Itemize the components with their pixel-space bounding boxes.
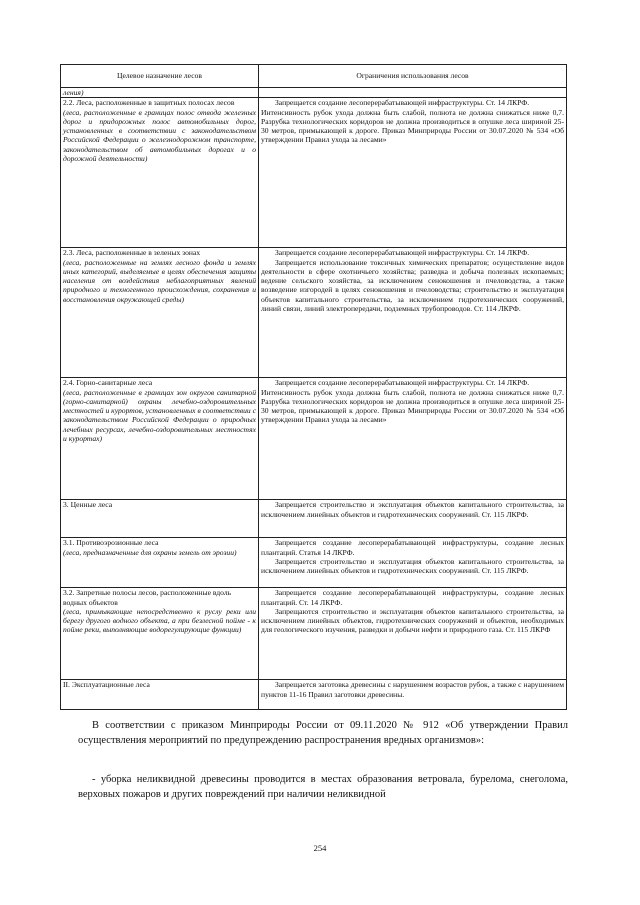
table-header-row [61,65,567,88]
restriction-text: Запрещается заготовка древесины с нарушением возрастов рубок, а также с нарушением пунктов 11-16 Правил заготовки древесины. [261,680,564,699]
restrictions-cell [259,88,567,98]
restriction-text: Запрещаются строительство и эксплуатация объектов капитального строительства, за исключением линейных объектов, гидротехнических сооружений и объектов, необходимых для геологического изучения, разведки и добычи нефти и природного газа. Ст. 115 ЛКРФ [261,606,564,635]
table-row [61,588,567,680]
table-body [61,88,567,710]
forest-description: (леса, примыкающие непосредственно к руслу реки или берегу другого водного объекта, а при безлесной пойме - к пойме реки, выполняющие водорегулирующие функции) [63,606,256,635]
purpose-cell [61,98,259,248]
restriction-text: Запрещается создание лесоперерабатывающей инфраструктуры. Ст. 14 ЛКРФ. [275,248,530,258]
table-row [61,538,567,588]
forest-category: 3.2. Запретные полосы лесов, расположенные вдоль водных объектов [63,588,232,607]
forest-description: ления) [63,88,84,97]
forest-category: 3. Ценные леса [63,500,113,510]
table-row [61,378,567,500]
forest-description: (леса, расположенные на землях лесного фонда и землях иных категорий, выделяемые в целях обеспечения защиты населения от воздействия неблагоприятных явлений природного и техногенного происхождения, сохранения и восстановления окружающей среды) [63,257,256,304]
restrictions-cell [259,248,567,378]
restriction-text: Запрещается создание лесоперерабатывающей инфраструктуры, создание лесных плантаций. Ст. 14 ЛКРФ. [261,588,564,607]
restrictions-cell [259,538,567,588]
paragraph-cleanup: - уборка неликвидной древесины проводится в местах образования ветровала, бурелома, снеголома, верховых пожаров и других повреждений при наличии неликвидной [78,774,568,800]
forest-description: (леса, расположенные в границах зон округов санитарной (горно-санитарной) охраны лечебно-оздоровительных местностей и курортов, установленных в соответствии с законодательством Российской Федерации о природных лечебных ресурсах, лечебно-оздоровительных местностях и курортах) [63,387,256,444]
forest-description: (леса, предназначенные для охраны земель от эрозии) [63,547,237,557]
purpose-cell [61,378,259,500]
restrictions-cell [259,500,567,538]
table-row [61,680,567,710]
restriction-text: Интенсивность рубок ухода должна быть слабой, полнота не должна снижаться ниже 0,7. Разрубка технологических коридоров не должна производиться в опушке леса шириной 25-30 метров, примыкающей к дороге. Приказ Минприроды России от 30.07.2020 № 534 «Об утверждении Правил ухода за лесами» [261,387,564,425]
restriction-text: Запрещается строительство и эксплуатация объектов капитального строительства, за исключением линейных объектов и гидротехнических сооружений. Ст. 115 ЛКРФ. [261,500,564,519]
restriction-text: Интенсивность рубок ухода должна быть слабой, полнота не должна снижаться ниже 0,7. Разрубка технологических коридоров не должна производиться в опушке леса шириной 25-30 метров, примыкающей к дороге. Приказ Минприроды России от 30.07.2020 № 534 «Об утверждении Правил ухода за лесами» [261,107,564,145]
restriction-text: Запрещается использование токсичных химических препаратов; осуществление видов деятельности в сфере охотничьего хозяйства; разведка и добыча полезных ископаемых; ведение сельского хозяйства, за исключением сенокошения и пчеловодства, а также возведение изгородей в целях сенокошения и пчеловодства; строительство и эксплуатация объектов капитального строительства, за исключением гидротехнических сооружений, линий связи, линий электропередачи, подземных трубопроводов. Ст. 114 ЛКРФ. [261,257,564,314]
restrictions-cell [259,378,567,500]
table-row [61,248,567,378]
header-restrictions: Ограничения использования лесов [259,65,567,88]
purpose-cell [61,588,259,680]
forest-category: 2.2. Леса, расположенные в защитных полосах лесов [63,98,235,108]
forest-category: II. Эксплуатационные леса [63,680,150,690]
restrictions-cell [259,588,567,680]
paragraph-order-912: В соответствии с приказом Минприроды России от 09.11.2020 № 912 «Об утверждении Правил осуществления мероприятий по предупреждению распространения вредных организмов»: [78,720,568,746]
restrictions-cell [259,680,567,710]
purpose-cell [61,88,259,98]
table-row [61,98,567,248]
purpose-cell [61,248,259,378]
purpose-cell [61,680,259,710]
table-row [61,88,567,98]
forest-category: 2.4. Горно-санитарные леса [63,378,153,388]
header-purpose: Целевое назначение лесов [61,65,259,88]
page-number: 254 [313,843,327,853]
table-row [61,500,567,538]
restriction-text: Запрещается строительство и эксплуатация объектов капитального строительства, за исключением линейных объектов и гидротехнических сооружений. Ст. 115 ЛКРФ. [261,556,564,576]
restriction-text: Запрещается создание лесоперерабатывающей инфраструктуры. Ст. 14 ЛКРФ. [275,378,530,388]
restriction-text: Запрещается создание лесоперерабатывающей инфраструктуры, создание лесных плантаций. Статья 14 ЛКРФ. [261,538,564,557]
restriction-text: Запрещается создание лесоперерабатывающей инфраструктуры. Ст. 14 ЛКРФ. [275,98,530,108]
forest-category: 2.3. Леса, расположенные в зеленых зонах [63,248,201,258]
forest-description: (леса, расположенные в границах полос отвода железных дорог и придорожных полос автомобильных дорог, установленных в соответствии с законодательством Российской Федерации о железнодорожном транспорте, законодательством об автомобильных дорогах и о дорожной деятельности) [63,107,256,164]
forest-restrictions-table [60,64,567,710]
purpose-cell [61,500,259,538]
purpose-cell [61,538,259,588]
forest-category: 3.1. Противоэрозионные леса [63,538,159,548]
restrictions-cell [259,98,567,248]
